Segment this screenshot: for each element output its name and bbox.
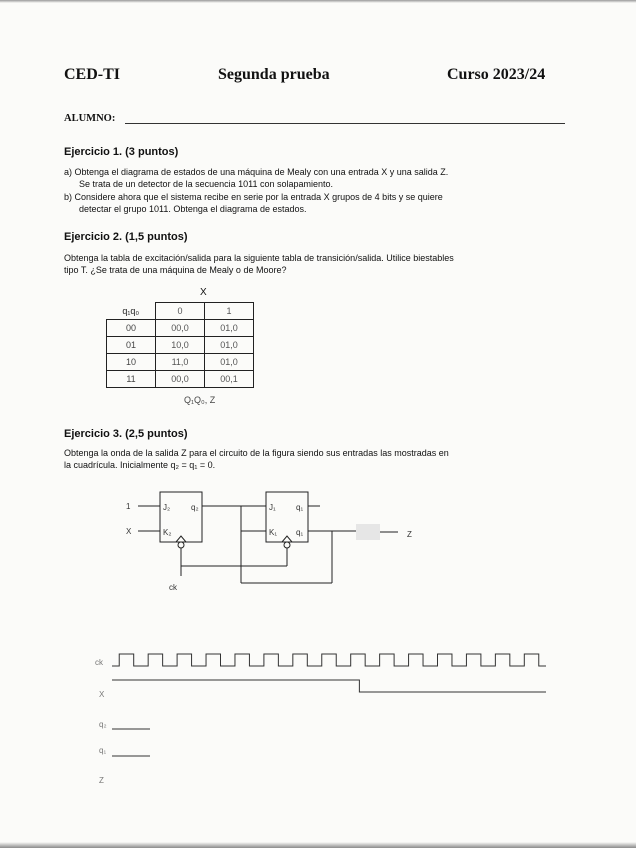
col-header-0: 0 — [156, 303, 205, 320]
table-cell: 00,1 — [205, 371, 254, 388]
course-year: Curso 2023/24 — [447, 66, 546, 83]
state-cell: 01 — [107, 337, 156, 354]
circuit-input-x: X — [126, 527, 132, 536]
table-cell: 01,0 — [205, 320, 254, 337]
exercise-2-line-1: Obtenga la tabla de excitación/salida para la siguiente tabla de transición/salida. Utilice biestables — [64, 253, 454, 263]
ff2-k-label: K₂ — [163, 528, 172, 537]
timing-label-ck: ck — [95, 658, 103, 667]
student-label: ALUMNO: — [64, 113, 116, 124]
exercise-2-line-2: tipo T. ¿Se trata de una máquina de Mealy o de Moore? — [64, 265, 287, 275]
table-footer: Q₁Q₀, Z — [184, 395, 216, 405]
scan-edge-bottom — [0, 842, 636, 848]
table-cell: 01,0 — [205, 354, 254, 371]
exercise-2-title: Ejercicio 2. (1,5 puntos) — [64, 231, 188, 243]
state-cell: 00 — [107, 320, 156, 337]
ff2-j-label: J₂ — [163, 503, 171, 512]
exercise-1-b-line-2: detectar el grupo 1011. Obtenga el diagrama de estados. — [79, 204, 307, 214]
circuit-input-one: 1 — [126, 502, 131, 511]
exercise-1-a-line-2: Se trata de un detector de la secuencia 1011 con solapamiento. — [79, 179, 334, 189]
state-header: q₁q₀ — [122, 305, 140, 316]
x-input-waveform — [112, 680, 546, 692]
exercise-3-line-2: la cuadrícula. Inicialmente q₂ = q₁ = 0. — [64, 460, 216, 470]
exercise-1-a-line-1: a) Obtenga el diagrama de estados de una máquina de Mealy con una entrada X y una salida Z. — [64, 167, 449, 177]
exam-title: Segunda prueba — [218, 66, 330, 83]
table-cell: 01,0 — [205, 337, 254, 354]
timing-label-q1: q₁ — [99, 746, 107, 755]
table-cell: 11,0 — [156, 354, 205, 371]
exercise-1-title: Ejercicio 1. (3 puntos) — [64, 146, 179, 158]
state-cell: 10 — [107, 354, 156, 371]
timing-label-z: Z — [99, 776, 104, 785]
table-cell: 00,0 — [156, 371, 205, 388]
ff1-qbar-label: q₁ — [296, 528, 304, 537]
ff1-k-label: K₁ — [269, 528, 278, 537]
ff2-q-label: q₂ — [191, 503, 199, 512]
clock-label: ck — [169, 583, 177, 592]
table-cell: 00,0 — [156, 320, 205, 337]
output-z-label: Z — [407, 530, 412, 539]
exercise-1-b-line-1: b) Considere ahora que el sistema recibe en serie por la entrada X grupos de 4 bits y se quiere — [64, 192, 443, 202]
timing-label-x: X — [99, 690, 105, 699]
table-cell: 10,0 — [156, 337, 205, 354]
timing-label-q2: q₂ — [99, 720, 107, 729]
course-code: CED-TI — [64, 66, 121, 83]
state-cell: 11 — [107, 371, 156, 388]
table-input-label: X — [200, 287, 207, 298]
ff1-j-label: J₁ — [269, 503, 276, 512]
clock-waveform — [112, 654, 546, 666]
exercise-3-line-1: Obtenga la onda de la salida Z para el circuito de la figura siendo sus entradas las mostradas en — [64, 448, 449, 458]
exercise-3-title: Ejercicio 3. (2,5 puntos) — [64, 428, 188, 440]
ff1-q-label: q₁ — [296, 503, 304, 512]
col-header-1: 1 — [205, 303, 254, 320]
